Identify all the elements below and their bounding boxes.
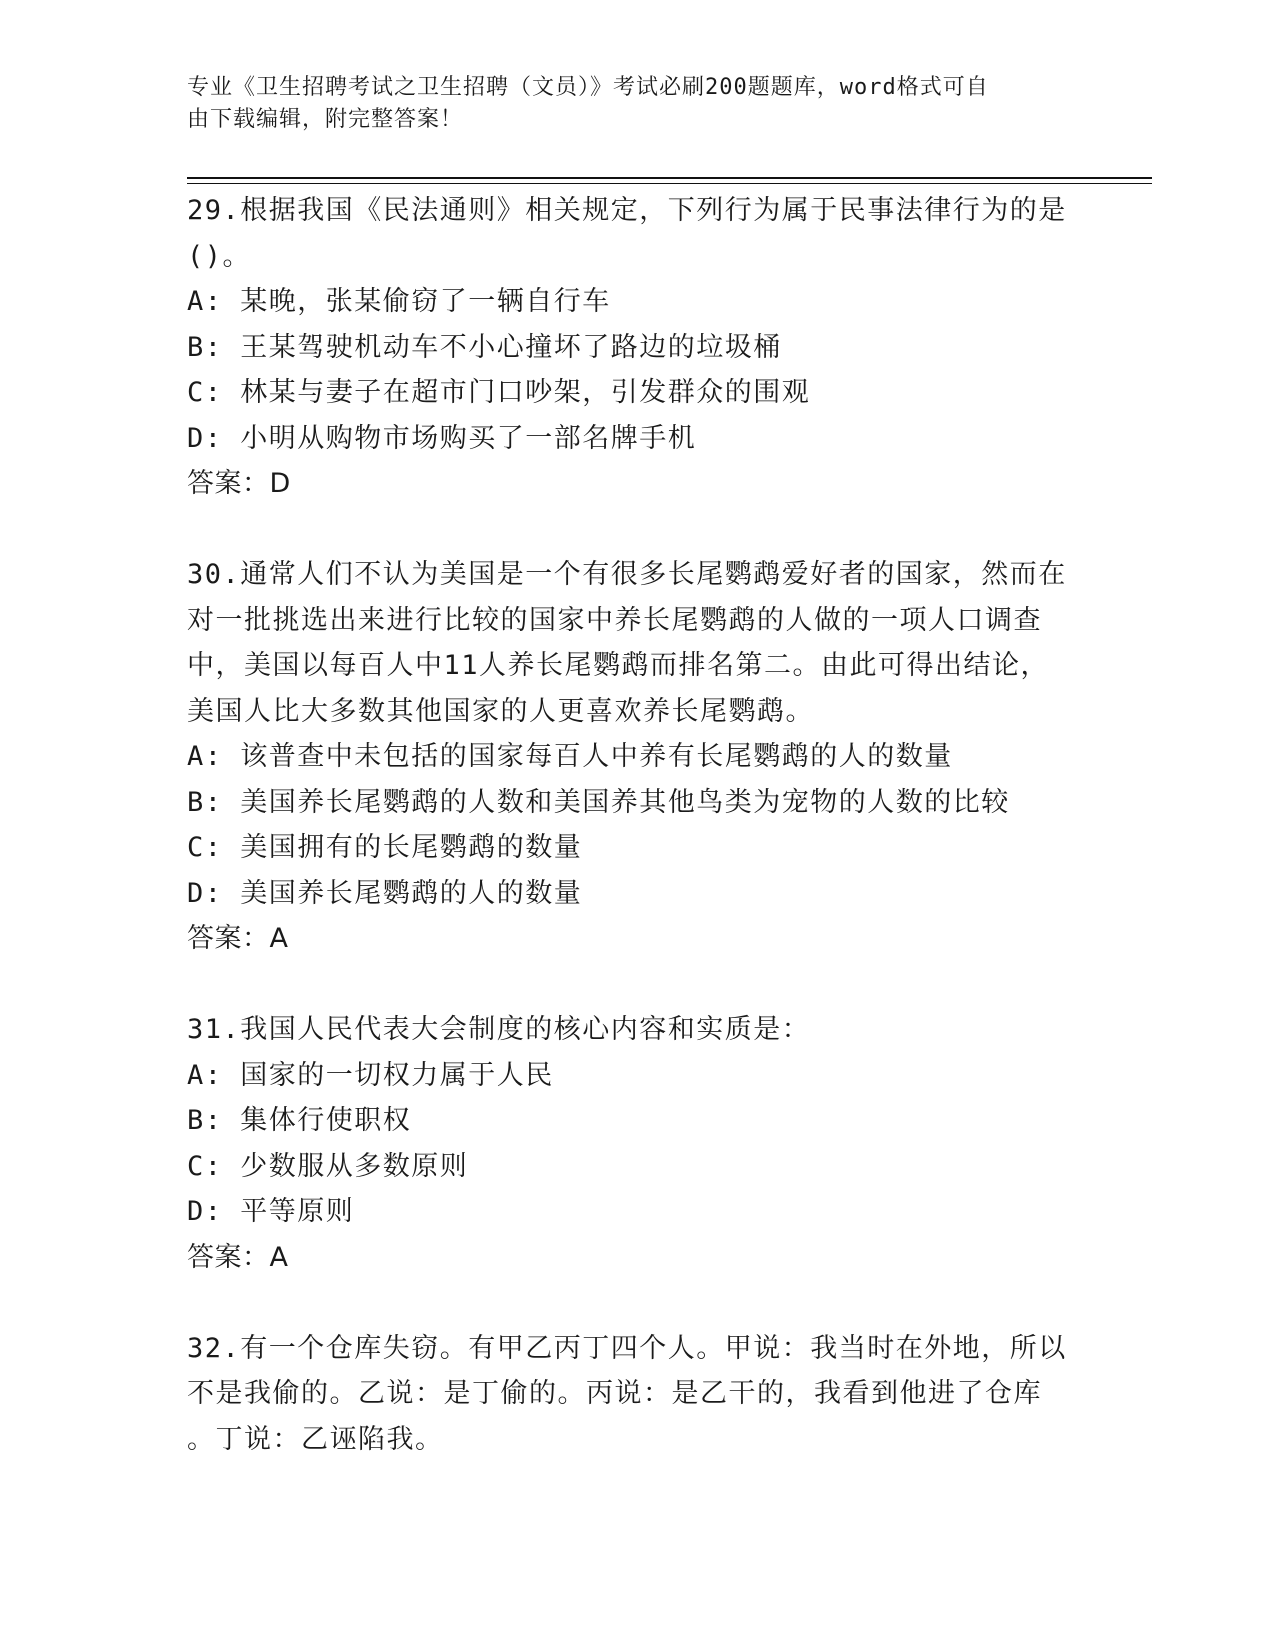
question-29 <box>187 188 1087 507</box>
option-c: C: 少数服从多数原则 <box>187 1150 469 1182</box>
question-stem-line: 。丁说：乙诬陷我。 <box>187 1423 444 1455</box>
question-stem-line: 32.有一个仓库失窃。有甲乙丙丁四个人。甲说：我当时在外地，所以 <box>187 1332 1067 1364</box>
question-stem-line: 29.根据我国《民法通则》相关规定，下列行为属于民事法律行为的是 <box>187 195 1067 226</box>
option-b: B: 美国养长尾鹦鹉的人数和美国养其他鸟类为宠物的人数的比较 <box>187 786 1010 818</box>
answer-line: 答案：A <box>187 923 289 954</box>
header-line-1: 专业《卫生招聘考试之卫生招聘（文员）》考试必刷200题题库，word格式可自 <box>187 75 989 100</box>
spacer <box>187 962 1087 1008</box>
question-31 <box>187 1007 1087 1280</box>
option-b: B: 王某驾驶机动车不小心撞坏了路边的垃圾桶 <box>187 331 782 363</box>
option-a: A: 国家的一切权力属于人民 <box>187 1059 554 1091</box>
option-a: A: 该普查中未包括的国家每百人中养有长尾鹦鹉的人的数量 <box>187 741 953 772</box>
question-stem-line: 中，美国以每百人中11人养长尾鹦鹉而排名第二。由此可得出结论， <box>187 650 1050 681</box>
question-stem-line: 对一批挑选出来进行比较的国家中养长尾鹦鹉的人做的一项人口调查 <box>187 604 1042 636</box>
document-header <box>187 72 1067 136</box>
question-stem-line: 美国人比大多数其他国家的人更喜欢养长尾鹦鹉。 <box>187 695 814 727</box>
header-line-2: 由下载编辑，附完整答案！ <box>187 107 464 132</box>
question-stem-line: 不是我偷的。乙说：是丁偷的。丙说：是乙干的，我看到他进了仓库 <box>187 1378 1042 1409</box>
question-stem-line: 30.通常人们不认为美国是一个有很多长尾鹦鹉爱好者的国家，然而在 <box>187 559 1067 590</box>
question-30 <box>187 552 1087 962</box>
header-divider-thin <box>187 183 1152 184</box>
answer-line: 答案：A <box>187 1241 289 1273</box>
header-divider-thick <box>187 177 1152 179</box>
question-stem-line: ()。 <box>187 240 252 272</box>
question-stem-line: 31.我国人民代表大会制度的核心内容和实质是： <box>187 1014 811 1045</box>
option-a: A: 某晚，张某偷窃了一辆自行车 <box>187 286 611 317</box>
option-d: D: 小明从购物市场购买了一部名牌手机 <box>187 422 697 454</box>
option-c: C: 美国拥有的长尾鹦鹉的数量 <box>187 832 583 863</box>
answer-line: 答案：D <box>187 468 291 499</box>
question-32 <box>187 1326 1087 1463</box>
spacer <box>187 507 1087 553</box>
option-d: D: 平等原则 <box>187 1196 355 1227</box>
option-c: C: 林某与妻子在超市门口吵架，引发群众的围观 <box>187 377 811 408</box>
option-d: D: 美国养长尾鹦鹉的人的数量 <box>187 877 583 909</box>
option-b: B: 集体行使职权 <box>187 1105 412 1136</box>
spacer <box>187 1280 1087 1326</box>
question-list <box>187 188 1087 1462</box>
